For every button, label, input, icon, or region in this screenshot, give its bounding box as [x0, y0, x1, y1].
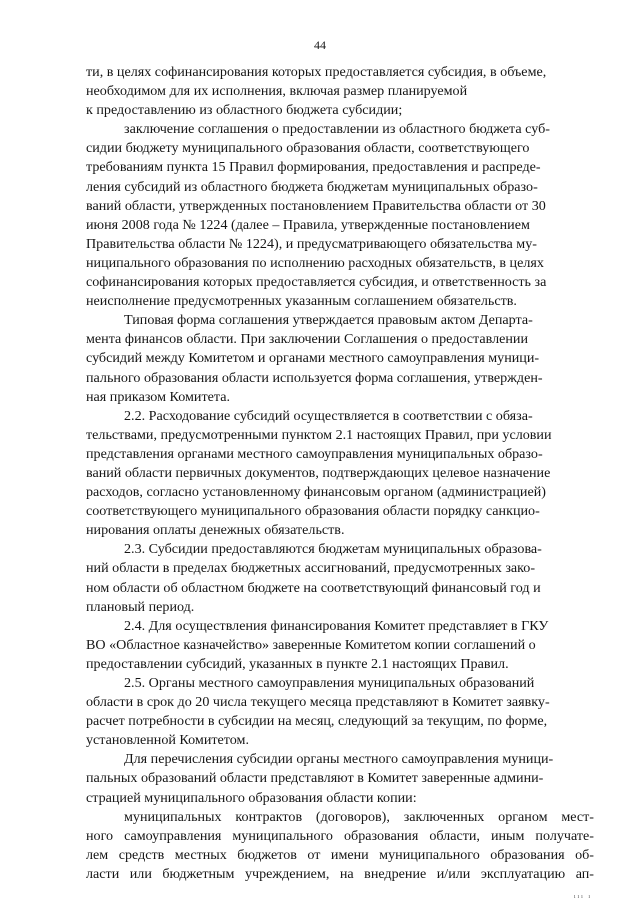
- paragraph-2-2: 2.2. Расходование субсидий осуществляется в соответствии с обяза- тельствами, предусмотренными пунктом 2.1 настоящих Правил, при условии представления органами местного самоуправления муниципальных образо- ваний области первичных документов, подтверждающих целевое назначение расходов, согласно установленному финансовым органом (администрацией) соответствующего муниципального образования области порядку санкцио- нирования оплаты денежных обязательств.: [86, 407, 552, 539]
- paragraph-standard-form: Типовая форма соглашения утверждается правовым актом Департа- мента финансов области. При заключении Соглашения о предоставлении субсидий между Комитетом и органами местного самоуправления муници- пального образования области используется форма соглашения, утвержден- ная приказом Комитета.: [86, 312, 543, 405]
- page-number: 44: [314, 38, 326, 52]
- paragraph-2-5: 2.5. Органы местного самоуправления муниципальных образований области в срок до 20 числа текущего месяца представляют в Комитет заявку- расчет потребности в субсидии на месяц, следующий за текущим, по форме, установленной Комитетом.: [86, 675, 550, 749]
- document-body: [86, 63, 594, 884]
- corner-mark: ııı ı: [573, 894, 592, 900]
- paragraph-2-4: 2.4. Для осуществления финансирования Комитет представляет в ГКУ ВО «Областное казначейство» заверенные Комитетом копии соглашений о предоставлении субсидий, указанных в пункте 2.1 настоящих Правил.: [86, 617, 549, 672]
- paragraph-agreement-conclusion: заключение соглашения о предоставлении из областного бюджета суб- сидии бюджету муниципального образования области, соответствующего требованиям пункта 15 Правил формирования, предоставления и распреде- ления субсидий из областного бюджета бюджетам муниципальных образо- ваний области, утвержденных постановлением Правительства области от 30 июня 2008 года № 1224 (далее – Правила, утвержденные постановлением Правительства области № 1224), и предусматривающего обязательства му- ниципального образования по исполнению расходных обязательств, в целях софинансирования которых предоставляется субсидия, и ответственность за неисполнение предусмотренных указанным соглашением обязательств.: [86, 121, 550, 310]
- paragraph-continuation: ти, в целях софинансирования которых предоставляется субсидия, в объеме, необходимом для их исполнения, включая размер планируемой к предоставлению из областного бюджета субсидии;: [86, 64, 547, 119]
- paragraph-2-3: 2.3. Субсидии предоставляются бюджетам муниципальных образова- ний области в пределах бюджетных ассигнований, предусмотренных зако- ном области об областном бюджете на соответствующий финансовый год и плановый период.: [86, 541, 542, 615]
- paragraph-municipal-contracts: муниципальных контрактов (договоров), заключенных органом мест- ного самоуправления муниципального образования области, иным получате- лем средств местных бюджетов от имени муниципального образования об- ласти или бюджетным учреждением, на внедрение и/или эксплуатацию ап-: [86, 808, 594, 882]
- paragraph-transfer-documents: Для перечисления субсидии органы местного самоуправления муници- пальных образований области представляют в Комитет заверенные админи- страцией муниципального образования области копии:: [86, 751, 554, 806]
